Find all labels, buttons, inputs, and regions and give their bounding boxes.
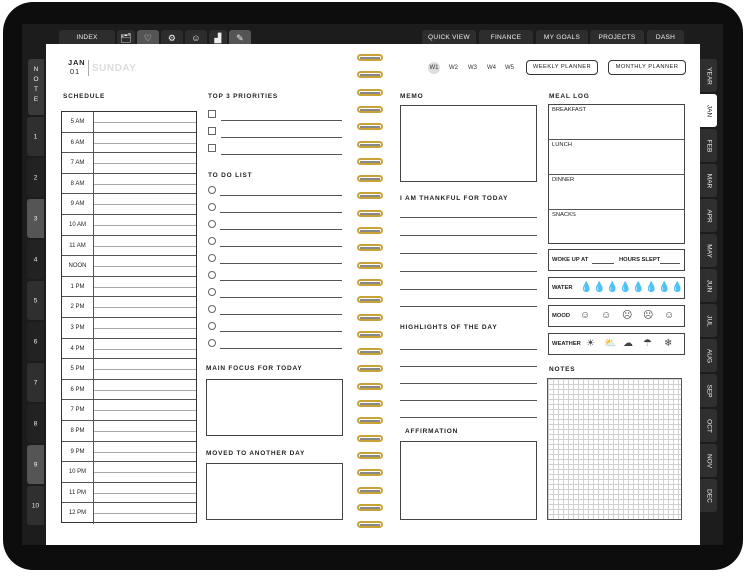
todo-checkbox[interactable] bbox=[208, 339, 216, 347]
table-row[interactable] bbox=[62, 297, 196, 318]
ring bbox=[357, 262, 383, 269]
todo-line[interactable] bbox=[220, 263, 342, 264]
schedule-time: 12 PM bbox=[62, 503, 94, 524]
memo-box[interactable] bbox=[400, 105, 537, 182]
hours-slept-label: HOURS SLEPT bbox=[619, 257, 661, 263]
ring bbox=[357, 521, 383, 528]
ring bbox=[357, 383, 383, 390]
meal-divider bbox=[548, 174, 685, 175]
tab-quick-view[interactable]: QUICK VIEW bbox=[422, 30, 476, 46]
todo-checkbox[interactable] bbox=[208, 186, 216, 194]
todo-checkbox[interactable] bbox=[208, 271, 216, 279]
highlights-line[interactable] bbox=[400, 400, 537, 401]
todo-line[interactable] bbox=[220, 195, 342, 196]
face-icon[interactable]: ☺ bbox=[185, 30, 207, 46]
mood-laugh-icon[interactable]: ☺ bbox=[664, 310, 675, 321]
spiral-ring bbox=[357, 210, 383, 218]
highlights-line[interactable] bbox=[400, 349, 537, 350]
fitness-icon[interactable]: ⚙ bbox=[161, 30, 183, 46]
tab-label: 4 bbox=[33, 256, 38, 263]
tab-feb[interactable] bbox=[700, 129, 717, 162]
tab-section-2[interactable] bbox=[27, 158, 44, 197]
memo-title: MEMO bbox=[400, 93, 424, 100]
tab-label: 10 bbox=[31, 502, 40, 509]
schedule-half-line bbox=[94, 122, 196, 123]
schedule-half-line bbox=[94, 431, 196, 432]
table-row[interactable] bbox=[62, 256, 196, 277]
moved-title: MOVED TO ANOTHER DAY bbox=[206, 450, 306, 457]
meal-lunch-label: LUNCH bbox=[552, 142, 572, 148]
note-letter: O bbox=[33, 76, 39, 83]
table-row[interactable] bbox=[62, 483, 196, 504]
priority-line[interactable] bbox=[221, 137, 342, 138]
main-focus-box[interactable] bbox=[206, 379, 343, 436]
week-4-button[interactable]: W4 bbox=[487, 65, 496, 71]
schedule-half-line bbox=[94, 410, 196, 411]
schedule-half-line bbox=[94, 390, 196, 391]
tab-section-8[interactable] bbox=[27, 404, 44, 443]
tab-label: JAN bbox=[705, 104, 712, 117]
mood-label: MOOD bbox=[552, 313, 571, 319]
table-row[interactable] bbox=[62, 462, 196, 483]
schedule-half-line bbox=[94, 163, 196, 164]
tab-apr[interactable] bbox=[700, 199, 717, 232]
meal-divider bbox=[548, 139, 685, 140]
priority-line[interactable] bbox=[221, 120, 342, 121]
tab-section-1[interactable] bbox=[27, 117, 44, 156]
folder-icon[interactable]: 🗂 bbox=[117, 30, 135, 46]
spiral-ring bbox=[357, 469, 383, 477]
date-divider bbox=[88, 60, 89, 76]
schedule-time: 8 AM bbox=[62, 174, 94, 194]
water-drop-icon[interactable]: 💧 bbox=[619, 282, 632, 293]
spiral-ring bbox=[357, 192, 383, 200]
ring bbox=[357, 71, 383, 78]
water-drop-icon[interactable]: 💧 bbox=[671, 282, 684, 293]
tab-label: MAR bbox=[705, 173, 712, 188]
tab-oct[interactable] bbox=[700, 409, 717, 442]
table-row[interactable] bbox=[62, 339, 196, 360]
tab-my-goals[interactable]: MY GOALS bbox=[536, 30, 588, 46]
meal-dinner-label: DINNER bbox=[552, 177, 575, 183]
tab-label: 2 bbox=[33, 174, 38, 181]
spiral-ring bbox=[357, 158, 383, 166]
thankful-title: I AM THANKFUL FOR TODAY bbox=[400, 195, 509, 202]
todo-checkbox[interactable] bbox=[208, 322, 216, 330]
notes-title: NOTES bbox=[549, 366, 576, 373]
week-1-button[interactable]: W1 bbox=[428, 62, 440, 74]
heart-icon[interactable]: ♡ bbox=[137, 30, 159, 46]
planner-screen bbox=[22, 24, 723, 545]
schedule-time: 10 AM bbox=[62, 215, 94, 235]
tab-label: 5 bbox=[33, 297, 38, 304]
cloud-icon[interactable]: ☁ bbox=[623, 338, 633, 349]
todo-line[interactable] bbox=[220, 212, 342, 213]
schedule-half-line bbox=[94, 493, 196, 494]
schedule-time: 4 PM bbox=[62, 339, 94, 359]
water-drop-icon[interactable]: 💧 bbox=[580, 282, 593, 293]
thankful-line[interactable] bbox=[400, 235, 537, 236]
table-row[interactable] bbox=[62, 215, 196, 236]
todo-checkbox[interactable] bbox=[208, 220, 216, 228]
date-weekday: SUNDAY bbox=[92, 63, 137, 74]
spiral-ring bbox=[357, 435, 383, 443]
water-label: WATER bbox=[552, 285, 573, 291]
schedule-half-line bbox=[94, 369, 196, 370]
ring bbox=[357, 106, 383, 113]
ring bbox=[357, 89, 383, 96]
schedule-time: 5 AM bbox=[62, 112, 94, 132]
affirmation-box[interactable] bbox=[400, 441, 537, 520]
spiral-ring bbox=[357, 123, 383, 131]
spiral-ring bbox=[357, 400, 383, 408]
priority-checkbox[interactable] bbox=[208, 127, 216, 135]
mood-content-icon[interactable]: ☺ bbox=[601, 310, 612, 321]
meal-snacks-label: SNACKS bbox=[552, 212, 576, 218]
tab-label: NOV bbox=[705, 453, 712, 468]
notes-grid[interactable] bbox=[547, 378, 682, 520]
water-drop-icon[interactable]: 💧 bbox=[593, 282, 606, 293]
ring bbox=[357, 435, 383, 442]
spiral-ring bbox=[357, 106, 383, 114]
table-row[interactable] bbox=[62, 421, 196, 442]
meal-divider bbox=[548, 209, 685, 210]
tab-section-4[interactable] bbox=[27, 240, 44, 279]
spiral-ring bbox=[357, 383, 383, 391]
spiral-ring bbox=[357, 314, 383, 322]
tab-section-5[interactable] bbox=[27, 281, 44, 320]
schedule-half-line bbox=[94, 513, 196, 514]
ring bbox=[357, 487, 383, 494]
schedule-time: 3 PM bbox=[62, 318, 94, 338]
thankful-line[interactable] bbox=[400, 217, 537, 218]
highlights-title: HIGHLIGHTS OF THE DAY bbox=[400, 324, 498, 331]
table-row[interactable] bbox=[62, 236, 196, 257]
ring bbox=[357, 452, 383, 459]
tab-nov[interactable] bbox=[700, 444, 717, 477]
table-row[interactable] bbox=[62, 359, 196, 380]
tab-year[interactable] bbox=[700, 59, 717, 92]
spiral-ring bbox=[357, 54, 383, 62]
table-row[interactable] bbox=[62, 174, 196, 195]
spiral-ring bbox=[357, 452, 383, 460]
highlights-line[interactable] bbox=[400, 383, 537, 384]
spiral-ring bbox=[357, 175, 383, 183]
chart-icon[interactable]: ▟ bbox=[209, 30, 227, 46]
tab-label: JUL bbox=[705, 314, 712, 327]
todo-line[interactable] bbox=[220, 280, 342, 281]
schedule-time: 5 PM bbox=[62, 359, 94, 379]
todo-checkbox[interactable] bbox=[208, 288, 216, 296]
tab-finance[interactable]: FINANCE bbox=[479, 30, 533, 46]
ring bbox=[357, 348, 383, 355]
schedule-half-line bbox=[94, 328, 196, 329]
table-row[interactable] bbox=[62, 380, 196, 401]
edit-icon[interactable]: ✎ bbox=[229, 30, 251, 46]
affirmation-title: AFFIRMATION bbox=[405, 428, 459, 435]
water-drop-icon[interactable]: 💧 bbox=[606, 282, 619, 293]
week-3-button[interactable]: W3 bbox=[468, 65, 477, 71]
thankful-line[interactable] bbox=[400, 253, 537, 254]
tab-jul[interactable] bbox=[700, 304, 717, 337]
tab-label: YEAR bbox=[705, 66, 712, 85]
table-row[interactable] bbox=[62, 277, 196, 298]
table-row[interactable] bbox=[62, 442, 196, 463]
woke-up-line[interactable] bbox=[592, 263, 614, 264]
schedule-time: 7 AM bbox=[62, 153, 94, 173]
tab-label: MAY bbox=[705, 243, 712, 258]
tab-may[interactable] bbox=[700, 234, 717, 267]
table-row[interactable] bbox=[62, 503, 196, 524]
spiral-ring bbox=[357, 244, 383, 252]
note-letter: N bbox=[33, 66, 39, 73]
ring bbox=[357, 417, 383, 424]
priority-line[interactable] bbox=[221, 154, 342, 155]
ring bbox=[357, 296, 383, 303]
ring bbox=[357, 227, 383, 234]
todo-line[interactable] bbox=[220, 314, 342, 315]
rain-icon[interactable]: ☂ bbox=[643, 338, 652, 349]
todo-line[interactable] bbox=[220, 331, 342, 332]
table-row[interactable] bbox=[62, 133, 196, 154]
schedule-time: 1 PM bbox=[62, 277, 94, 297]
schedule-half-line bbox=[94, 246, 196, 247]
schedule-table[interactable] bbox=[61, 111, 197, 523]
ring bbox=[357, 244, 383, 251]
tab-label: OCT bbox=[705, 418, 712, 433]
ring bbox=[357, 314, 383, 321]
meal-log-title: MEAL LOG bbox=[549, 93, 590, 100]
note-letter: T bbox=[34, 86, 38, 93]
schedule-time: NOON bbox=[62, 256, 94, 276]
spiral-ring bbox=[357, 71, 383, 79]
weekly-planner-button[interactable]: WEEKLY PLANNER bbox=[526, 60, 598, 75]
snowflake-icon[interactable]: ❄ bbox=[664, 338, 673, 349]
tab-label: SEP bbox=[705, 383, 712, 398]
tab-section-6[interactable] bbox=[27, 322, 44, 361]
ring bbox=[357, 469, 383, 476]
weather-label: WEATHER bbox=[552, 341, 581, 347]
woke-up-label: WOKE UP AT bbox=[552, 257, 589, 263]
tab-aug[interactable] bbox=[700, 339, 717, 372]
ring bbox=[357, 175, 383, 182]
todo-checkbox[interactable] bbox=[208, 254, 216, 262]
tab-section-7[interactable] bbox=[27, 363, 44, 402]
spiral-ring bbox=[357, 262, 383, 270]
priority-checkbox[interactable] bbox=[208, 110, 216, 118]
week-5-button[interactable]: W5 bbox=[505, 65, 514, 71]
ring bbox=[357, 123, 383, 130]
thankful-line[interactable] bbox=[400, 271, 537, 272]
schedule-half-line bbox=[94, 204, 196, 205]
spiral-ring bbox=[357, 417, 383, 425]
schedule-half-line bbox=[94, 472, 196, 473]
spiral-ring bbox=[357, 521, 383, 529]
ring bbox=[357, 365, 383, 372]
schedule-time: 6 AM bbox=[62, 133, 94, 153]
ring bbox=[357, 279, 383, 286]
ring bbox=[357, 504, 383, 511]
schedule-half-line bbox=[94, 225, 196, 226]
tab-label: 3 bbox=[33, 215, 38, 222]
week-2-button[interactable]: W2 bbox=[449, 65, 458, 71]
schedule-half-line bbox=[94, 307, 196, 308]
ring bbox=[357, 141, 383, 148]
spiral-ring bbox=[357, 296, 383, 304]
highlights-line[interactable] bbox=[400, 417, 537, 418]
priorities-title: TOP 3 PRIORITIES bbox=[208, 93, 278, 100]
todo-checkbox[interactable] bbox=[208, 237, 216, 245]
thankful-line[interactable] bbox=[400, 289, 537, 290]
tab-label: 7 bbox=[33, 379, 38, 386]
note-letter: E bbox=[33, 96, 39, 103]
thankful-line[interactable] bbox=[400, 306, 537, 307]
table-row[interactable] bbox=[62, 153, 196, 174]
tab-label: JUN bbox=[705, 279, 712, 292]
schedule-half-line bbox=[94, 452, 196, 453]
tab-dec[interactable] bbox=[700, 479, 717, 512]
schedule-title: SCHEDULE bbox=[63, 93, 106, 100]
tab-label: 6 bbox=[33, 338, 38, 345]
tab-label: DEC bbox=[705, 488, 712, 503]
mood-neutral-icon[interactable]: ☹ bbox=[622, 310, 633, 321]
water-drop-icon[interactable]: 💧 bbox=[645, 282, 658, 293]
tab-sep[interactable] bbox=[700, 374, 717, 407]
schedule-half-line bbox=[94, 349, 196, 350]
ring bbox=[357, 331, 383, 338]
tab-jan[interactable] bbox=[700, 94, 717, 127]
todo-line[interactable] bbox=[220, 297, 342, 298]
tab-mar[interactable] bbox=[700, 164, 717, 197]
tab-jun[interactable] bbox=[700, 269, 717, 302]
spiral-ring bbox=[357, 89, 383, 97]
tab-label: AUG bbox=[705, 348, 712, 363]
date-day: 01 bbox=[70, 67, 80, 76]
main-focus-title: MAIN FOCUS FOR TODAY bbox=[206, 365, 303, 372]
monthly-planner-button[interactable]: MONTHLY PLANNER bbox=[608, 60, 686, 75]
schedule-time: 2 PM bbox=[62, 297, 94, 317]
spiral-ring bbox=[357, 227, 383, 235]
todo-checkbox[interactable] bbox=[208, 305, 216, 313]
sun-icon[interactable]: ☀ bbox=[586, 338, 595, 349]
spiral-ring bbox=[357, 365, 383, 373]
table-row[interactable] bbox=[62, 112, 196, 133]
ring bbox=[357, 400, 383, 407]
meal-breakfast-label: BREAKFAST bbox=[552, 107, 587, 113]
ring bbox=[357, 158, 383, 165]
ring bbox=[357, 210, 383, 217]
tab-label: 8 bbox=[33, 420, 38, 427]
tab-dash[interactable]: DASH bbox=[647, 30, 684, 46]
tab-projects[interactable]: PROJECTS bbox=[590, 30, 644, 46]
schedule-time: 11 PM bbox=[62, 483, 94, 503]
tab-section-10[interactable] bbox=[27, 486, 44, 525]
schedule-time: 10 PM bbox=[62, 462, 94, 482]
table-row[interactable] bbox=[62, 318, 196, 339]
todo-line[interactable] bbox=[220, 229, 342, 230]
schedule-time: 11 AM bbox=[62, 236, 94, 256]
schedule-time: 9 PM bbox=[62, 442, 94, 462]
spiral-ring bbox=[357, 504, 383, 512]
spiral-ring bbox=[357, 279, 383, 287]
tab-section-3[interactable] bbox=[27, 199, 44, 238]
mood-sad-icon[interactable]: ☹ bbox=[643, 310, 654, 321]
todo-line[interactable] bbox=[220, 246, 342, 247]
table-row[interactable] bbox=[62, 400, 196, 421]
hours-slept-line[interactable] bbox=[660, 263, 680, 264]
schedule-half-line bbox=[94, 266, 196, 267]
tab-index[interactable]: INDEX bbox=[59, 30, 115, 46]
todo-title: TO DO LIST bbox=[208, 172, 253, 179]
tab-section-9[interactable] bbox=[27, 445, 44, 484]
schedule-half-line bbox=[94, 184, 196, 185]
tab-note[interactable] bbox=[28, 59, 44, 115]
schedule-time: 8 PM bbox=[62, 421, 94, 441]
todo-line[interactable] bbox=[220, 348, 342, 349]
spiral-ring bbox=[357, 348, 383, 356]
tab-label: APR bbox=[705, 208, 712, 223]
spiral-ring bbox=[357, 141, 383, 149]
partly-cloudy-icon[interactable]: ⛅ bbox=[604, 338, 617, 349]
date-month: JAN bbox=[68, 58, 86, 67]
water-drop-icon[interactable]: 💧 bbox=[658, 282, 671, 293]
schedule-time: 6 PM bbox=[62, 380, 94, 400]
ring bbox=[357, 192, 383, 199]
tab-label: FEB bbox=[705, 139, 712, 152]
todo-checkbox[interactable] bbox=[208, 203, 216, 211]
table-row[interactable] bbox=[62, 194, 196, 215]
water-drop-icon[interactable]: 💧 bbox=[632, 282, 645, 293]
highlights-line[interactable] bbox=[400, 366, 537, 367]
ring bbox=[357, 54, 383, 61]
priority-checkbox[interactable] bbox=[208, 144, 216, 152]
spiral-ring bbox=[357, 331, 383, 339]
moved-box[interactable] bbox=[206, 463, 343, 520]
schedule-time: 7 PM bbox=[62, 400, 94, 420]
schedule-time: 9 AM bbox=[62, 194, 94, 214]
tab-label: 9 bbox=[33, 461, 38, 468]
schedule-half-line bbox=[94, 143, 196, 144]
tab-label: 1 bbox=[33, 133, 38, 140]
mood-happy-icon[interactable]: ☺ bbox=[580, 310, 591, 321]
spiral-ring bbox=[357, 487, 383, 495]
schedule-half-line bbox=[94, 287, 196, 288]
